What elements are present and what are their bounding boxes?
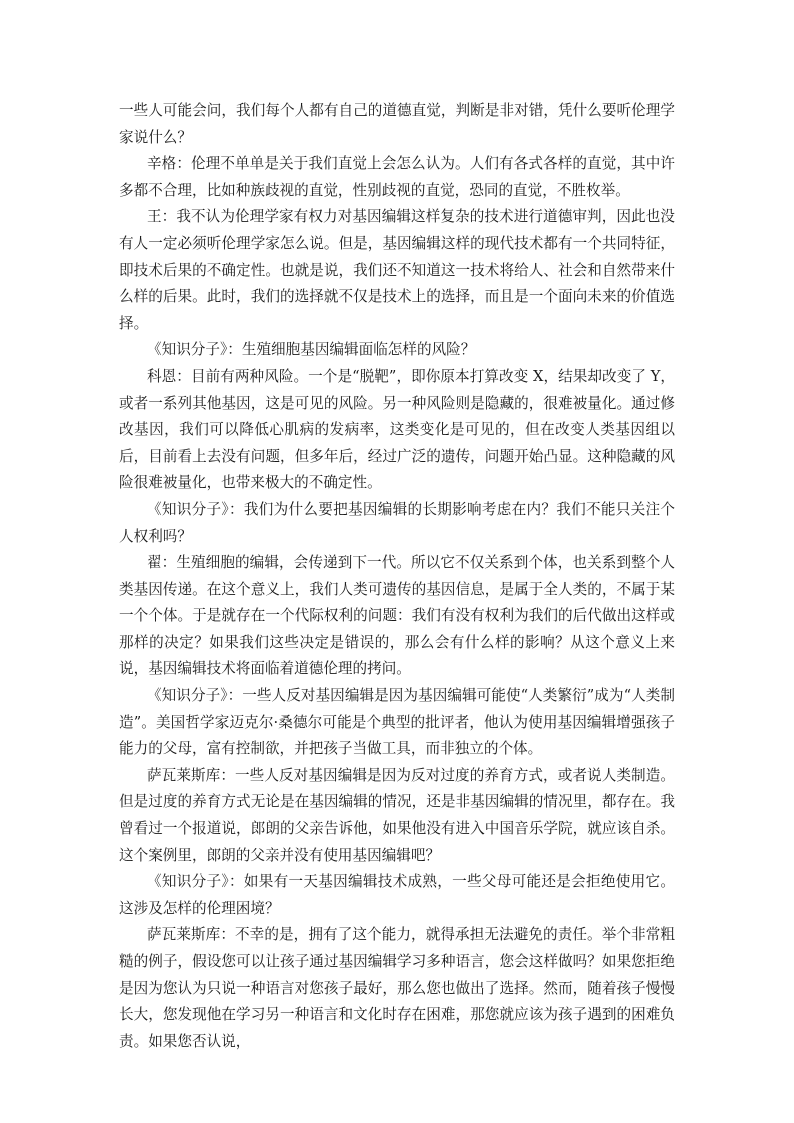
paragraph-savulescu-2: 萨瓦莱斯库：不幸的是，拥有了这个能力，就得承担无法避免的责任。举个非常粗糙的例子，假设您可以让孩子通过基因编辑学习多种语言，您会这样做吗？如果您拒绝是因为您认为只说一种语言对您孩子最好，那么您也做出了选择。然而，随着孩子慢慢长大，您发现他在学习另一种语言和文化时存在困难，那您就应该为孩子遇到的困难负责。如果您否认说， (119, 926, 675, 1050)
paragraph-question-risk: 《知识分子》：生殖细胞基因编辑面临怎样的风险？ (147, 341, 476, 359)
paragraph-zhai: 翟：生殖细胞的编辑，会传递到下一代。所以它不仅关系到个体，也关系到整个人类基因传递。在这个意义上，我们人类可遗传的基因信息，是属于全人类的，不属于某一个个体。于是就存在一个代际权利的问题：我们有没有权利为我们的后代做出这样或那样的决定？如果我们这些决定是错误的，那么会有什么样的影响？从这个意义上来说，基因编辑技术将面临着道德伦理的拷问。 (119, 554, 675, 678)
paragraph-question-dilemma: 《知识分子》：如果有一天基因编辑技术成熟，一些父母可能还是会拒绝使用它。这涉及怎样的伦理困境？ (119, 873, 675, 917)
article-body (119, 98, 675, 1055)
paragraph-question-sandel: 《知识分子》：一些人反对基因编辑是因为基因编辑可能使“人类繁衍”成为“人类制造”。美国哲学家迈克尔·桑德尔可能是个典型的批评者，他认为使用基因编辑增强孩子能力的父母，富有控制欲，并把孩子当做工具，而非独立的个体。 (119, 687, 675, 758)
paragraph-wang: 王：我不认为伦理学家有权力对基因编辑这样复杂的技术进行道德审判，因此也没有人一定必须听伦理学家怎么说。但是，基因编辑这样的现代技术都有一个共同特征，即技术后果的不确定性。也就是说，我们还不知道这一技术将给人、社会和自然带来什么样的后果。此时，我们的选择就不仅是技术上的选择，而且是一个面向未来的价值选择。 (119, 208, 675, 332)
paragraph-savulescu-1: 萨瓦莱斯库：一些人反对基因编辑是因为反对过度的养育方式，或者说人类制造。但是过度的养育方式无论是在基因编辑的情况，还是非基因编辑的情况里，都存在。我曾看过一个报道说，郎朗的父亲告诉他，如果他没有进入中国音乐学院，就应该自杀。这个案例里，郎朗的父亲并没有使用基因编辑吧？ (119, 766, 675, 864)
paragraph-intro-question: 一些人可能会问，我们每个人都有自己的道德直觉，判断是非对错，凭什么要听伦理学家说什么？ (119, 102, 675, 146)
paragraph-singer: 辛格：伦理不单单是关于我们直觉上会怎么认为。人们有各式各样的直觉，其中许多都不合理，比如种族歧视的直觉，性别歧视的直觉，恐同的直觉，不胜枚举。 (119, 155, 675, 199)
paragraph-question-long-term: 《知识分子》：我们为什么要把基因编辑的长期影响考虑在内？我们不能只关注个人权利吗？ (119, 500, 675, 545)
paragraph-cohen: 科恩：目前有两种风险。一个是“脱靶”，即你原本打算改变 X，结果却改变了 Y，或者一系列其他基因，这是可见的风险。另一种风险则是隐藏的，很难被量化。通过修改基因，我们可以降低心肌病的发病率，这类变化是可见的，但在改变人类基因组以后，目前看上去没有问题，但多年后，经过广泛的遗传，问题开始凸显。这种隐藏的风险很难被量化，也带来极大的不确定性。 (119, 367, 675, 492)
